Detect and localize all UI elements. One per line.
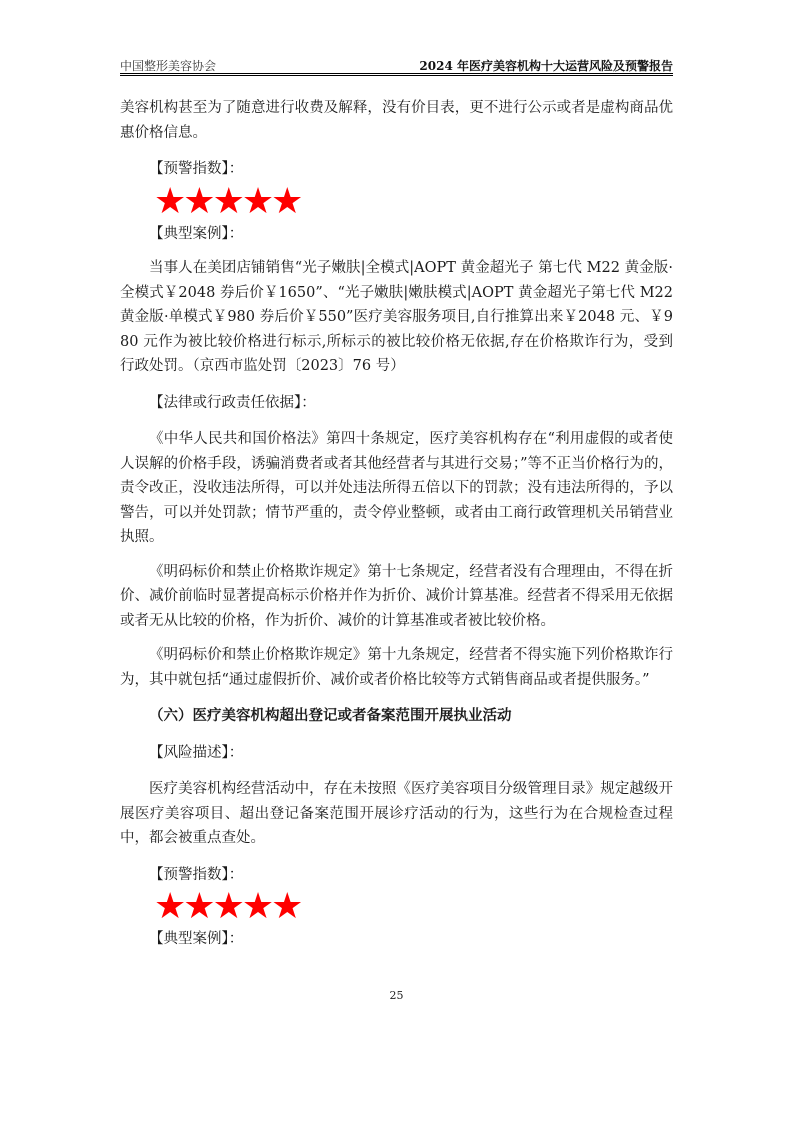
star-icon: ★ bbox=[212, 886, 242, 927]
warning-rating-stars bbox=[120, 887, 673, 927]
section-heading: （六）医疗美容机构超出登记或者备案范围开展执业活动 bbox=[149, 708, 512, 724]
warning-index-label: 【预警指数】： bbox=[149, 161, 244, 177]
star-icon: ★ bbox=[271, 886, 301, 927]
legal-basis-paragraph: 《明码标价和禁止价格欺诈规定》第十九条规定，经营者不得实施下列价格欺诈行为，其中就包括“通过虚假折价、减价或者价格比较等方式销售商品或者提供服务。” bbox=[120, 647, 673, 688]
page-number: 25 bbox=[389, 989, 404, 1002]
header-report-title: 2024 年医疗美容机构十大运营风险及预警报告 bbox=[419, 59, 673, 73]
header-rule-thin bbox=[120, 75, 673, 76]
case-description: 当事人在美团店铺销售“光子嫩肤|全模式|AOPT 黄金超光子 第七代 M22 黄金版·全模式￥2048 券后价￥1650”、“光子嫩肤|嫩肤模式|AOPT 黄金超光子第七代 M22 黄金版·单模式￥980 券后价￥550”医疗美容服务项目,自行推算出来￥2048 元、￥980 元作为被比较价格进行标示,所标示的被比较价格无依据,存在价格欺诈行为，受到行政处罚。（京西市监处罚〔2023〕76 号） bbox=[120, 260, 673, 374]
star-icon: ★ bbox=[271, 180, 301, 222]
legal-basis-paragraph: 《中华人民共和国价格法》第四十条规定，医疗美容机构存在“利用虚假的或者使人误解的价格手段，诱骗消费者或者其他经营者与其进行交易；”等不正当价格行为的，责令改正，没收违法所得，可以并处违法所得五倍以下的罚款；没有违法所得的，予以警告，可以并处罚款；情节严重的，责令停业整顿，或者由工商行政管理机关吊销营业执照。 bbox=[120, 431, 673, 545]
star-icon: ★ bbox=[183, 886, 213, 927]
header-rule bbox=[120, 73, 673, 74]
warning-rating-stars bbox=[120, 182, 673, 222]
star-icon: ★ bbox=[154, 180, 184, 222]
header-organization: 中国整形美容协会 bbox=[120, 59, 217, 73]
star-icon: ★ bbox=[212, 180, 242, 222]
typical-case-label: 【典型案例】： bbox=[149, 225, 244, 242]
typical-case-label: 【典型案例】： bbox=[149, 931, 244, 947]
legal-basis-paragraph: 《明码标价和禁止价格欺诈规定》第十七条规定，经营者没有合理理由，不得在折价、减价前临时显著提高标示价格并作为折价、减价计算基准。经营者不得采用无依据或者无从比较的价格，作为折价、减价的计算基准或者被比较价格。 bbox=[120, 563, 673, 629]
star-icon: ★ bbox=[154, 886, 184, 927]
star-icon: ★ bbox=[241, 886, 272, 927]
page-body bbox=[120, 96, 673, 952]
star-icon: ★ bbox=[241, 180, 272, 222]
continued-paragraph: 美容机构甚至为了随意进行收费及解释，没有价目表，更不进行公示或者是虚构商品优惠价格信息。 bbox=[120, 100, 673, 141]
star-icon: ★ bbox=[183, 180, 213, 222]
risk-description: 医疗美容机构经营活动中，存在未按照《医疗美容项目分级管理目录》规定越级开展医疗美容项目、超出登记备案范围开展诊疗活动的行为，这些行为在合规检查过程中，都会被重点查处。 bbox=[120, 781, 673, 846]
legal-basis-label: 【法律或行政责任依据】： bbox=[149, 394, 316, 411]
risk-description-label: 【风险描述】： bbox=[149, 744, 244, 761]
warning-index-label: 【预警指数】： bbox=[149, 866, 244, 883]
